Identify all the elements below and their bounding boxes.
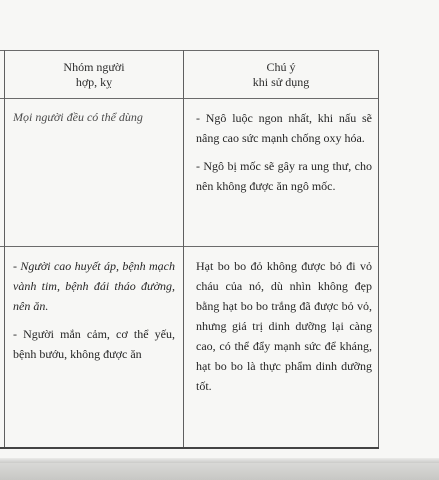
row1-notes-cell — [190, 108, 378, 196]
row2-group-cell — [7, 256, 181, 364]
header-group-line1: Nhóm người — [63, 60, 125, 74]
row2-note-1: Hạt bo bo đỏ không được bỏ đi vỏ cháu của nó, dù nhìn không đẹp bằng hạt bo bo trắng đã được bỏ vỏ, nhưng giá trị dinh dưỡng lại càng cao, có thể đẩy mạnh sức để kháng, hạt bo bo là thực phẩm dinh dưỡng tốt. — [196, 259, 372, 393]
row2-group-1: - Người cao huyết áp, bệnh mạch vành tim, bệnh đái tháo đường, nên ăn. — [13, 259, 175, 313]
header-divider — [0, 98, 379, 99]
table-left-border — [4, 50, 5, 447]
header-group-line2: hợp, kỵ — [75, 75, 113, 89]
row1-note-2: - Ngô bị mốc sẽ gây ra ung thư, cho nên không được ăn ngô mốc. — [196, 159, 372, 193]
table-right-border — [378, 50, 379, 447]
row1-group-cell — [7, 110, 179, 124]
row1-group-text: Mọi người đều có thể dùng — [13, 110, 143, 124]
row1-note-1: - Ngô luộc ngon nhất, khi nấu sẽ nâng cao sức mạnh chống oxy hóa. — [196, 111, 372, 145]
header-notes-line2: khi sử dụng — [252, 75, 310, 89]
header-notes-line1: Chú ý — [266, 60, 296, 74]
column-divider — [183, 50, 184, 447]
table-bottom-border — [0, 447, 379, 449]
table-top-border — [0, 50, 379, 51]
header-cell-notes — [184, 60, 378, 90]
row2-group-2: - Người mắn cảm, cơ thể yếu, bệnh bướu, không được ăn — [13, 327, 175, 361]
header-cell-group — [5, 60, 183, 90]
row2-notes-cell — [190, 256, 378, 396]
page-bottom-band — [0, 463, 439, 480]
row-divider — [0, 246, 379, 247]
nutrition-table — [0, 50, 439, 447]
